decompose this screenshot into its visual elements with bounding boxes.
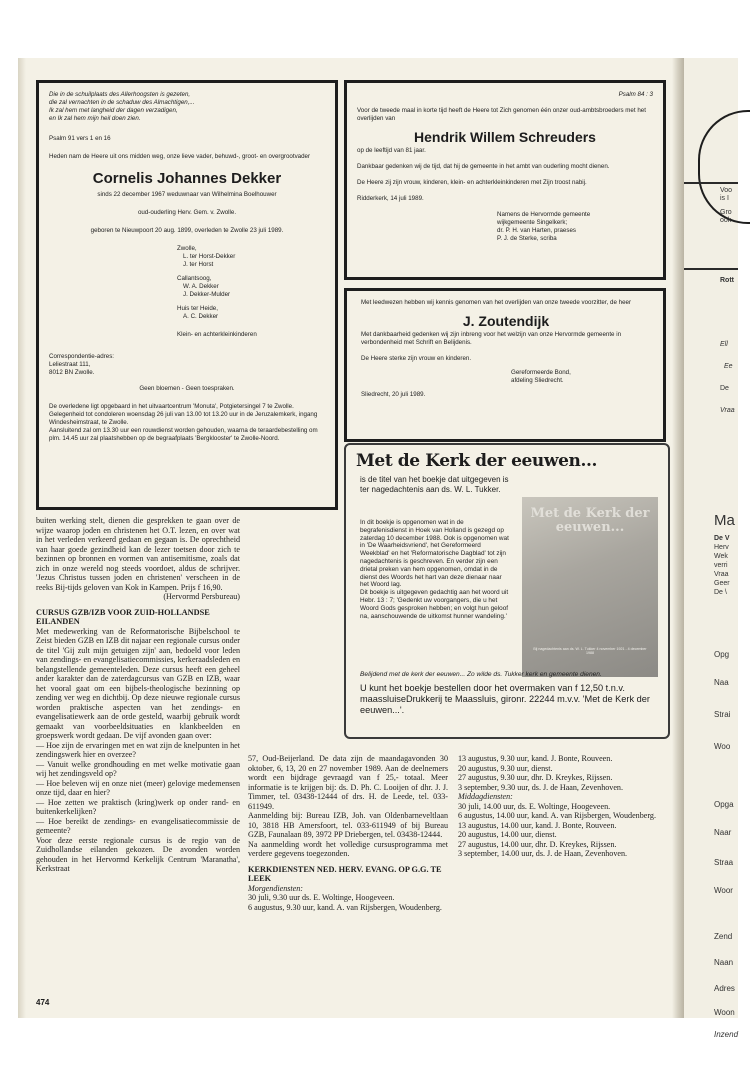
page-fragment: verri: [714, 562, 728, 569]
article-text: Aanmelding bij: Bureau IZB, Joh. van Oldenbarneveltlaan 10, 3818 HB Amersfoort, tel. 033-611949 of bij Bureau GZB, Faunalaan 89, 3972 PP Driebergen, tel. 03438-12444.: [248, 811, 448, 839]
article-text: Voor deze eerste regionale cursus is de regio van de Zuidhollandse eilanden gekozen. De avonden worden gehouden in het Hervormd Kerkelijk Centrum 'Maranatha', Kerkstraat: [36, 835, 240, 873]
article-column-2: [248, 754, 448, 912]
page-fragment: De V: [714, 535, 730, 542]
family-place: Huis ter Heide,: [177, 305, 218, 312]
question-item: — Hoe zijn de ervaringen met en wat zijn de knelpunten in het zendingswerk hier en overzee?: [36, 740, 240, 759]
thanks-line: Dankbaar gedenken wij de tijd, dat hij de gemeente in het ambt van ouderling mocht dienen.: [357, 163, 610, 170]
family-member: A. C. Dekker: [183, 313, 219, 320]
scan-edge-shade: [18, 58, 26, 1018]
service-line: 3 september, 9.30 uur, ds. J. de Haan, Zevenhoven.: [458, 782, 624, 792]
article-text: 57, Oud-Beijerland. De data zijn de maandagavonden 30 oktober, 6, 13, 20 en 27 november 1989. Aan de deelnemers wordt een bijdrage gevraagd van f 25,- totaal. Meer informatie is te krijgen bij: ds. D. Ph. C. Looijen of dhr. J. J. Timmer, tel. 03438-12444 of drs. H. de Leede, tel. 033-611949.: [248, 754, 448, 811]
verse-line: die zal vernachten in de schaduw des Almachtigen,...: [49, 99, 195, 106]
emblem-graphic: [698, 110, 750, 224]
service-subheading: Morgendiensten:: [248, 883, 303, 893]
article-text: Na aanmelding wordt het volledige cursusprogramma met verdere gegevens toegezonden.: [248, 839, 448, 858]
verse-line: Ik zal hem met langheid der dagen verzadigen,: [49, 107, 178, 114]
page-gutter: [672, 58, 684, 1018]
page-fragment: ook: [720, 217, 732, 224]
role-line: oud-ouderling Herv. Gem. v. Zwolle.: [137, 209, 237, 216]
address-line: 8012 BN Zwolle.: [49, 369, 95, 376]
service-line: 27 augustus, 14.00 uur, dhr. D. Kreykes, Rijssen.: [458, 839, 617, 849]
page-fragment: Naar: [714, 828, 732, 837]
family-member: J. Dekker-Mulder: [183, 291, 231, 298]
condolence-notice: Gelegenheid tot condoleren woensdag 26 juli van 13.00 tot 13.20 uur in de Jeruzalemkerk, ingang Windesheimstraat, te Zwolle.: [49, 411, 318, 426]
article-heading: CURSUS GZB/IZB VOOR ZUID-HOLLANDSE EILANDEN: [36, 607, 210, 626]
family-place: Callantsoog,: [177, 275, 212, 282]
page-fragment: Rott: [720, 277, 734, 284]
page-fragment: Opga: [714, 800, 734, 809]
service-line: 3 september, 14.00 uur, ds. J. de Haan, Zevenhoven.: [458, 849, 628, 858]
obituary-zoutendijk: [344, 288, 666, 442]
address-line: Leliestraat 111,: [49, 361, 91, 368]
thanks-line: Met dankbaarheid gedenken wij zijn inbreng voor het welzijn van onze Hervormde gemeente in verbondenheid met Schrift en Belijdenis.: [361, 331, 622, 346]
ad-paragraph: In dit boekje is opgenomen wat in de begrafenisdienst in Hoek van Holland is gezegd op zaterdag 10 december 1988. Ook is opgenomen wat in 'De Waarheidsvriend', het Gereformeerd Weekblad' en het 'Reformatorische Dagblad' tot zijn nagedachtenis is geschreven. En verder zijn een drietal preken van hem opgenomen, omdat in de dienst des Woords het hart van deze dienaar naar het Woord lag.: [360, 519, 509, 589]
verse-line: Die in de schuilplaats des Allerhoogsten is gezeten,: [49, 91, 191, 98]
adjacent-page: [684, 58, 739, 1039]
article-heading: KERKDIENSTEN NED. HERV. EVANG. OP G.G. TE LEEK: [248, 864, 442, 883]
article-text: buiten werking stelt, dienen die gesprekken te gaan over de wijze waarop joden en christenen het O.T. lezen, en over wat in het verleden verkeerd gedaan en gegaan is. De oprechtheid van haar goede gezindheid kan de lezer toetsen door zich te bezinnen op bronnen en vormen van antisemitisme, zoals dat zich in onze wereld nog steeds voordoet, aldus de schrijver. 'Jezus Christus tussen joden en christenen' verscheen in de reeks Bij-tijds geloven van Kok in Kampen. Prijs f 16,90.: [36, 516, 240, 592]
page-fragment: Strai: [714, 710, 731, 719]
page-fragment: Woo: [714, 742, 731, 751]
question-item: — Hoe beleven wij en onze niet (meer) gelovige medemensen onze tijd, daar en hier?: [36, 778, 240, 797]
family-member: W. A. Dekker: [183, 283, 219, 290]
signatory-line: Namens de Hervormde gemeente: [497, 211, 591, 218]
page-fragment: Geer: [714, 580, 730, 587]
page-fragment: Straa: [714, 858, 734, 867]
page-fragment: Vraa: [714, 571, 729, 578]
service-line: 13 augustus, 9.30 uur, kand. J. Bonte, Rouveen.: [458, 754, 613, 763]
signatory-line: Gereformeerde Bond,: [511, 369, 571, 376]
page-fragment: Woon: [714, 1008, 735, 1017]
service-line: 6 augustus, 9.30 uur, kand. A. van Rijsbergen, Woudenberg.: [248, 902, 442, 912]
service-line: 20 augustus, 14.00 uur, dienst.: [458, 830, 557, 839]
page-fragment: Inzend: [714, 1030, 739, 1039]
service-line: 30 juli, 9.30 uur ds. E. Woltinge, Hoogeveen.: [248, 893, 395, 902]
comfort-line: De Heere sterke zijn vrouw en kinderen.: [361, 355, 472, 362]
obituary-intro: Voor de tweede maal in korte tijd heeft de Heere tot Zich genomen één onzer oud-ambtsbroeders met het overlijden van: [357, 107, 646, 122]
family-place: Zwolle,: [177, 245, 197, 252]
obituary-intro: Met leedwezen hebben wij kennis genomen van het overlijden van onze tweede voorzitter, de heer: [361, 299, 632, 306]
verse-line: en Ik zal hem mijn heil doen zien.: [49, 115, 141, 122]
place-date-line: Sliedrecht, 20 juli 1989.: [361, 391, 426, 398]
page-fragment: Ee: [724, 363, 733, 370]
book-cover-caption: Bij nagedachtenis aan ds. W. L. Tukker 4 november 1921 - 4 december 1988: [533, 647, 647, 656]
signatory-line: wijkgemeente Singelkerk;: [497, 219, 568, 226]
article-column-3: [458, 754, 664, 859]
ad-order-info: U kunt het boekje bestellen door het overmaken van f 12,50 t.n.v. maassluiseDrukkerij te Maassluis, gironr. 22244 m.v.v. 'Met de Kerk der eeuwen...'.: [360, 683, 650, 715]
service-subheading: Middagdiensten:: [458, 792, 513, 801]
birth-death-line: geboren te Nieuwpoort 20 aug. 1899, overleden te Zwolle 23 juli 1989.: [90, 227, 284, 234]
ad-closing: Belijdend met de kerk der eeuwen... Zo wilde ds. Tukker kerk en gemeente dienen.: [360, 671, 602, 678]
page-fragment: Opg: [714, 650, 730, 659]
service-line: 30 juli, 14.00 uur, ds. E. Woltinge, Hoogeveen.: [458, 801, 611, 811]
book-advertisement: [344, 443, 670, 739]
place-date-line: Ridderkerk, 14 juli 1989.: [357, 195, 424, 202]
question-item: — Hoe zetten we praktisch (kring)werk op onder rand- en buitenkerkelijken?: [36, 797, 240, 816]
page-fragment: is I: [720, 195, 729, 202]
page-fragment: De \: [714, 589, 727, 596]
correspondence-address: [49, 353, 325, 377]
grandchildren-line: Klein- en achterkleinkinderen: [177, 331, 257, 338]
page-fragment: Naan: [714, 958, 734, 967]
family-list: [177, 245, 325, 321]
signatories: [497, 211, 653, 243]
page-fragment: Zend: [714, 932, 733, 941]
deceased-name: J. Zoutendijk: [462, 313, 550, 329]
divider: [684, 268, 738, 270]
page-fragment: Woor: [714, 886, 733, 895]
ad-title: Met de Kerk der eeuwen...: [356, 451, 598, 471]
deceased-name: Hendrik Willem Schreuders: [414, 129, 596, 145]
ad-paragraph: Dit boekje is uitgegeven gedachtig aan het woord uit Hebr. 13 : 7; 'Gedenkt uw voorgangers, die u het Woord Gods gesproken hebben; en volgt hun geloof na, aanschouwende de uitkomst hunner wandeling.': [360, 589, 509, 620]
page-fragment: Ma: [714, 512, 735, 529]
signatory-line: afdeling Sliedrecht.: [511, 377, 564, 384]
service-line: 13 augustus, 14.00 uur, kand. J. Bonte, Rouveen.: [458, 820, 617, 830]
article-column-1: [36, 516, 240, 874]
page-fragment: Vraa: [720, 407, 735, 414]
page-fragment: Ell: [720, 341, 728, 348]
age-line: op de leeftijd van 81 jaar.: [357, 147, 426, 154]
page-number: 474: [36, 998, 50, 1007]
viewing-notice: De overledene ligt opgebaard in het uitvaartcentrum 'Monuta', Potgietersingel 7 te Zwolle.: [49, 403, 294, 410]
service-line: 6 augustus, 14.00 uur, kand. A. van Rijsbergen, Woudenberg.: [458, 811, 656, 820]
page-fragment: Herv: [714, 544, 729, 551]
ad-body: [360, 519, 512, 620]
obituary-dekker: [36, 80, 338, 510]
ad-subtitle: is de titel van het boekje dat uitgegeven is ter nagedachtenis aan ds. W. L. Tukker.: [360, 475, 509, 494]
question-item: — Hoe bereikt de zendings- en evangelisatiecommissie de gemeente?: [36, 816, 240, 835]
obituary-intro: Heden nam de Heere uit ons midden weg, onze lieve vader, behuwd-, groot- en overgrootvader: [49, 153, 311, 160]
address-line: Correspondentie-adres:: [49, 353, 115, 360]
family-member: L. ter Horst-Dekker: [183, 253, 236, 260]
obituary-schreuders: [344, 80, 666, 280]
article-text: Met medewerking van de Reformatorische Bijbelschool te Zeist bieden GZB en IZB dit najaar een regionale cursus onder de titel 'Gij zult mijn getuigen zijn' aan, bedoeld voor leden van zendings- en evangelisatiecommissies, kerkeraadsleden en belangstellende gemeenteleden. Deze cursus heeft een geheel ander karakter dan de zaterdagcursus van GZB en IZB, waar het vooral gaat om een bijbels-theologische bezinning op zending ver weg en dichtbij. Op deze nieuwe regionale cursus worden praktische aspecten van het zendings- en evangelisatiewerk aan de orde gesteld, waarbij gebruik wordt gemaakt van voorbeeldsituaties en klankbeelden en groepswerk wordt gedaan. De vijf avonden gaan over:: [36, 626, 240, 740]
verse-reference: Psalm 91 vers 1 en 16: [49, 135, 111, 142]
book-cover-title: Met de Kerk der eeuwen...: [530, 506, 650, 535]
book-cover-image: [522, 497, 658, 677]
page-fragment: Adres: [714, 984, 735, 993]
comfort-line: De Heere zij zijn vrouw, kinderen, klein- en achterkleinkinderen met Zijn troost nabij.: [357, 179, 587, 186]
page-fragment: De: [720, 385, 729, 392]
signatory-line: P. J. de Sterke, scriba: [497, 235, 557, 242]
signatories: [511, 369, 651, 385]
no-flowers-line: Geen bloemen - Geen toespraken.: [139, 385, 235, 392]
page-fragment: Wek: [714, 553, 728, 560]
family-member: J. ter Horst: [183, 261, 214, 268]
article-credit: (Hervormd Persbureau): [163, 592, 240, 601]
funeral-service-notice: Aansluitend zal om 13.30 uur een rouwdienst worden gehouden, waarna de teraardebestelling om plm. 14.45 uur zal plaatshebben op de begraafplaats 'Bergklooster' te Zwolle-Noord.: [49, 427, 318, 442]
question-item: — Vanuit welke grondhouding en met welke motivatie gaan wij het zendingsveld op?: [36, 759, 240, 778]
deceased-name: Cornelis Johannes Dekker: [92, 170, 282, 187]
divider: [684, 182, 738, 184]
widower-line: sinds 22 december 1967 weduwnaar van Wilhelmina Boelhouwer: [97, 191, 277, 198]
psalm-reference: Psalm 84 : 3: [618, 91, 653, 98]
signatory-line: dr. P. H. van Harten, praeses: [497, 227, 576, 234]
page-fragment: Voo: [720, 187, 733, 194]
page-fragment: Gro: [720, 209, 732, 216]
service-line: 27 augustus, 9.30 uur, dhr. D. Kreykes, Rijssen.: [458, 773, 613, 782]
page-fragment: Naa: [714, 678, 729, 687]
service-line: 20 augustus, 9.30 uur, dienst.: [458, 763, 553, 773]
